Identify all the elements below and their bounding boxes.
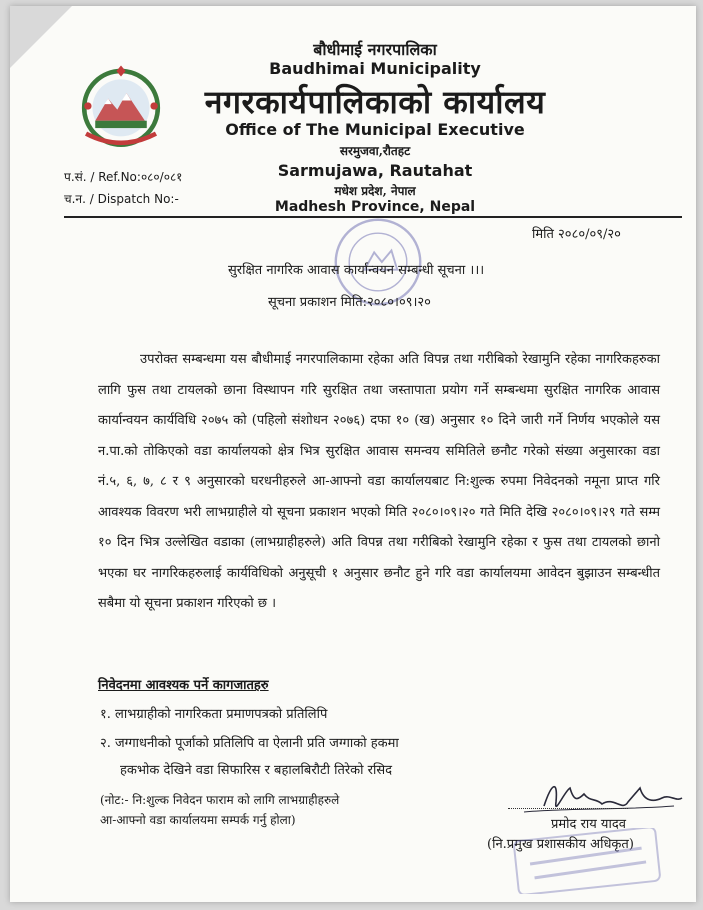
province-en: Madhesh Province, Nepal <box>274 199 476 215</box>
signatory-title: (नि.प्रमुख प्रशासकीय अधिकृत) <box>487 837 634 852</box>
municipality-name-np: बौधीमाई नगरपालिका <box>313 40 437 59</box>
place-np: सरमुजवा,रौतहट <box>339 144 411 158</box>
office-name-np: नगरकार्यपालिकाको कार्यालय <box>204 83 546 121</box>
document-item-2-cont: हकभोक देखिने वडा सिफारिस र बहालबिरौटी तिरेको रसिद <box>120 763 393 778</box>
notice-body: उपरोक्त सम्बन्धमा यस बौधीमाई नगरपालिकामा रहेका अति विपन्न तथा गरीबिको रेखामुनि रहेका नागरिकहरुका लागि फुस तथा टायलको छाना विस्थापन गरि सुरक्षित तथा जस्तापाता प्रयोग गर्ने सम्बन्धमा सुरक्षित नागरिक आवास कार्यान्वयन कार्यविधि २०७५ को (पहिलो संशोधन २०७६) दफा १० (ख) अनुसार १० दिने जारी गर्ने निर्णय भएकोले यस न.पा.को तोकिएको वडा कार्यालयको क्षेत्र भित्र सुरक्षित आवास समन्वय समितिले छनौट गरेको संख्या अनुसारका वडा नं.५, ६, ७, ८ र ९ अनुसारको घरधनीहरुले आ-आफ्नो वडा कार्यालयबाट नि:शुल्क रुपमा निवेदनको नमूना प्राप्त गरि आवश्यक विवरण भरी लाभग्राहीले यो सूचना प्रकाशन भएको मिति २०८०।०९।२० गते मिति देखि २०८०।०९।२९ गते सम्म १० दिन भित्र उल्लेखित वडाका (लाभग्राहीहरुले) अति विपन्न तथा गरीबिको रेखामुनि रहेका र फुस तथा टायलको छानो भएका घर नागरिकहरुलाई कार्यविधिको अनुसूची १ अनुसार छनौट हुने गरि वडा कार्यालयमा आवेदन बुझाउन सम्बन्धीत सबैमा यो सूचना प्रकाशन गरिएको छ । <box>98 352 660 611</box>
province-np: मधेश प्रदेश, नेपाल <box>334 184 416 198</box>
notice-publish-date: सूचना प्रकाशन मिति:२०८०।०९।२० <box>268 295 431 310</box>
municipality-name-en: Baudhimai Municipality <box>269 59 481 78</box>
signature-line <box>508 808 628 809</box>
dispatch-number: च.न. / Dispatch No:- <box>64 192 179 206</box>
required-documents-heading: निवेदनमा आवश्यक पर्ने कागजातहरु <box>98 678 269 693</box>
document-item-1: १. लाभग्राहीको नागरिकता प्रमाणपत्रको प्रतिलिपि <box>100 707 328 722</box>
document-item-2: २. जग्गाधनीको पूर्जाको प्रतिलिपि वा ऐलानी प्रति जग्गाको हकमा <box>100 736 399 751</box>
signatory-name: प्रमोद राय यादव <box>551 817 626 832</box>
office-name-en: Office of The Municipal Executive <box>225 120 525 139</box>
note-line-1: (नोट:- नि:शुल्क निवेदन फाराम को लागि लाभग्राहीहरुले <box>100 793 340 807</box>
municipality-emblem-icon <box>75 60 167 152</box>
letter-date: मिति २०८०/०९/२० <box>532 227 621 242</box>
officer-stamp-icon <box>512 828 662 894</box>
reference-number: प.सं. / Ref.No:०८०/०८१ <box>64 170 183 184</box>
notice-title: सुरक्षित नागरिक आवास कार्यान्वयन सम्बन्धी सूचना ।।। <box>228 263 485 278</box>
note-line-2: आ-आफ्नो वडा कार्यालयमा सम्पर्क गर्नु होला) <box>100 813 296 827</box>
page-folded-corner <box>10 6 72 68</box>
place-en: Sarmujawa, Rautahat <box>277 161 473 180</box>
